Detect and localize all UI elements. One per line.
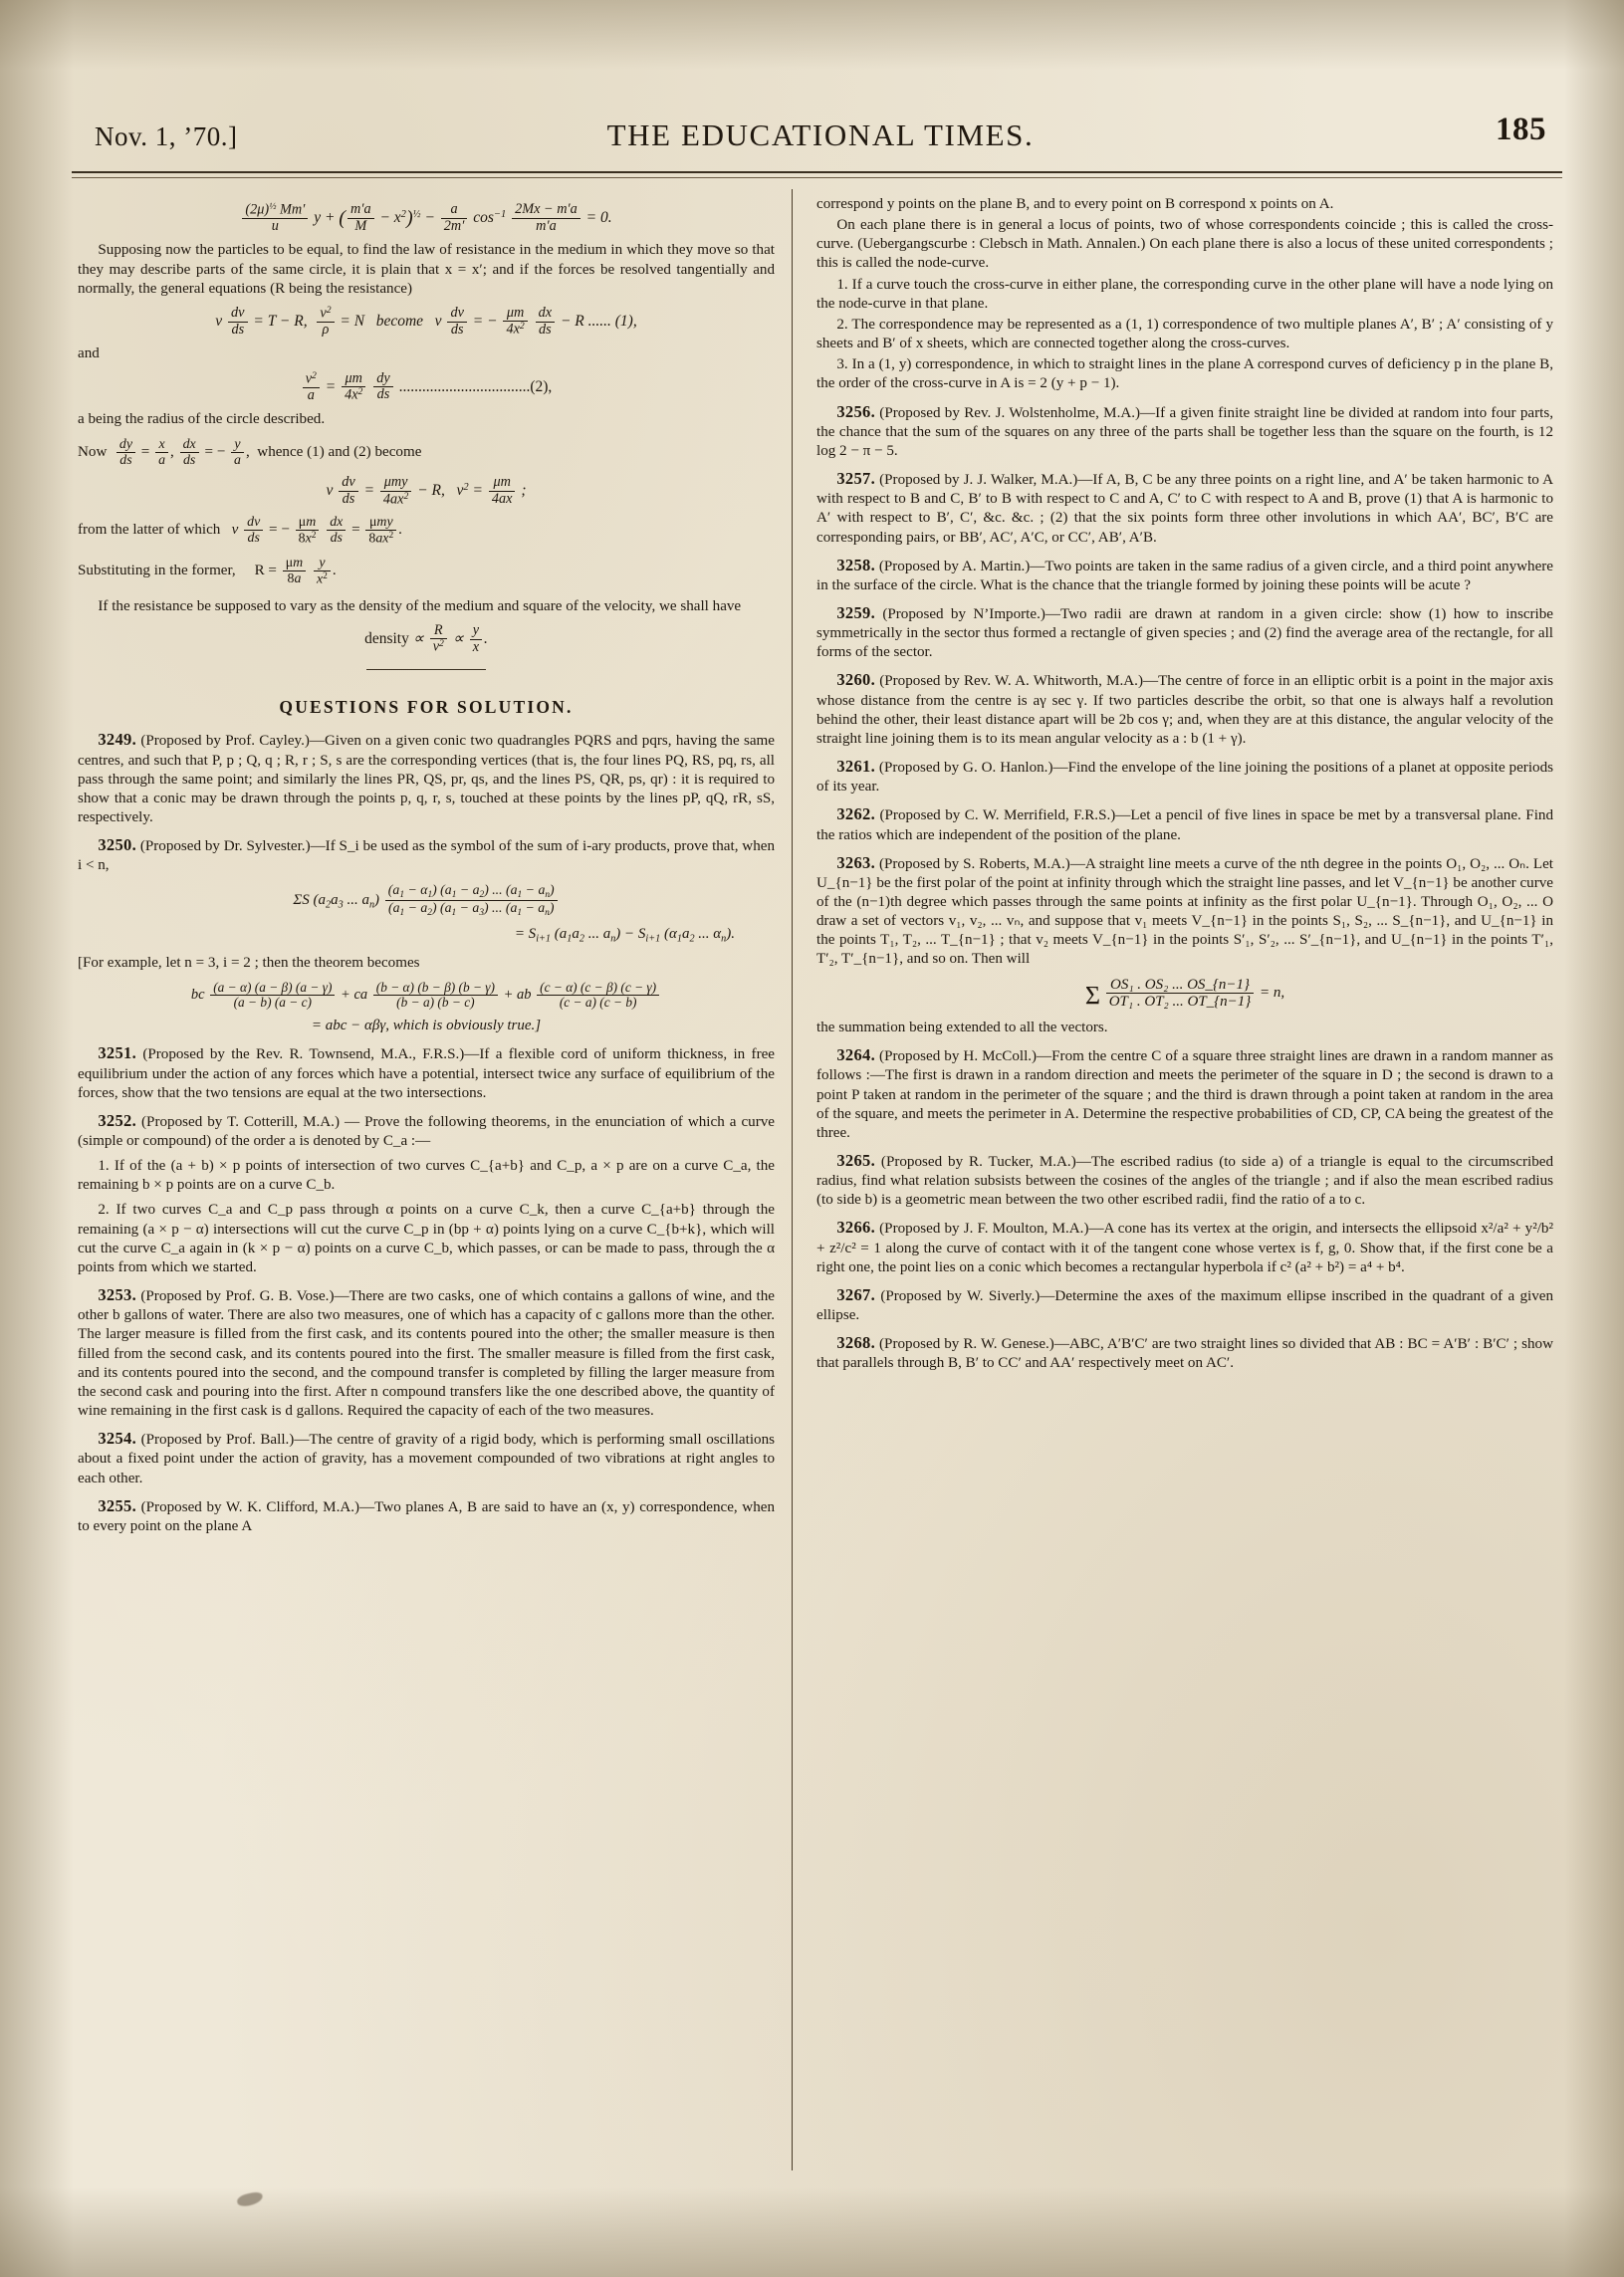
question-number: 3249. — [98, 730, 136, 750]
question-3249 — [78, 730, 775, 827]
equation-3250-a: ΣS ($a_2a_3$ ... $a_n$) $\frac{(a_1 - \alpha_1) (a_1 - a_2) ... (a_1 - a_n)}{(a_1 - a_2) (a_1 - a_3) ... (a_1 - a_n)}$ — [78, 883, 775, 918]
question-3256 — [816, 402, 1553, 461]
issue-date: Nov. 1, ’70.] — [95, 121, 238, 151]
question-body: (Proposed by J. F. Moulton, M.A.)—A cone has its vertex at the origin, and intersects the ellipsoid x²/a² + y²/b² + z²/c² = 1 along the curve of contact with it of the tangent cone whose vertex is f, g, 0. Show that, if the first cone be a right one, the point lies on a conic which becomes a rectangular hyperbola if c² (a² + b²) = a⁴ + b⁴. — [816, 1221, 1553, 1275]
equation-3263-rhs: = n, — [1260, 984, 1285, 1001]
question-number: 3257. — [836, 469, 875, 489]
question-3251 — [78, 1043, 775, 1102]
header-rule — [72, 171, 1562, 173]
question-3266 — [816, 1218, 1553, 1276]
paragraph-substituting: Substituting in the former, R = $\frac{\mu m}{8a}$ $\frac{y}{x^2}$ . — [78, 556, 337, 587]
column-divider — [792, 189, 793, 2170]
paragraph-3263-tail: the summation being extended to all the vectors. — [816, 1020, 1108, 1036]
equation-density: density ∝ $\frac{R}{v^2}$ ∝ $\frac{y}{x}$ . — [364, 621, 488, 655]
question-3250-example-lead: [For example, let n = 3, i = 2 ; then the theorem becomes — [78, 955, 420, 972]
question-body: (Proposed by Rev. W. A. Whitworth, M.A.)—The centre of force in an elliptic orbit is a point in the major axis whose distance from the centre is aγ sec γ. If two particles describe the orbit, so that one is always half a revolution behind the other, their least distance apart will be 2b cos γ; and, when they are at this distance, the angular velocity of the straight line joining them is to its mean angular velocity as a : b (1 + γ). — [816, 673, 1553, 747]
question-3260 — [816, 670, 1553, 749]
paragraph-item-3: 3. In a (1, y) correspondence, in which to straight lines in the plane A correspond curves of deficiency p in the plane B, the order of the cross-curve in A is = 2 (y + p − 1). — [816, 356, 1553, 392]
question-body: (Proposed by A. Martin.)—Two points are taken in the same radius of a given circle, and a third point anywhere in the surface of the circle. What is the chance that the triangle formed by joining these points will be acute ? — [816, 558, 1553, 593]
question-3250 — [78, 835, 775, 875]
question-3257 — [816, 469, 1553, 548]
question-number: 3268. — [836, 1333, 875, 1353]
question-body: (Proposed by R. Tucker, M.A.)—The escribed radius (to side a) of a triangle is equal to the circumscribed radius, find what relation subsists between the cosines of the angles of the triangle ; and if also the mean escribed radius (to side b) is a geometric mean between the two other escribed radii, find the ratio of a to c. — [816, 1153, 1553, 1209]
paragraph-item-1: 1. If a curve touch the cross-curve in either plane, the corresponding curve in the other plane will have a node lying on the node-curve in that plane. — [816, 276, 1553, 312]
question-body: (Proposed by R. W. Genese.)—ABC, A′B′C′ are two straight lines so divided that AB : BC = A′B′ : B′C′ ; show that parallels through B, B′ to CC′ and AA′ respectively meet on AC′. — [816, 1336, 1553, 1372]
question-body: (Proposed by J. J. Walker, M.A.)—If A, B, C be any three points on a right line, and A′ be taken harmonic to A with respect to B and C, B′ to B with respect to C and A, C′ to C with respect to A and B, prove (1) that A is harmonic to A′ with respect to B′, C′, &c. &c. ; (2) that the six points form three other involutions in which AA′, BC′, B′C are corresponding pairs, or BB′, AC′, A′C, or CC′, AB′, A′B. — [816, 472, 1553, 546]
question-3252 — [78, 1111, 775, 1151]
header-rule-secondary — [72, 177, 1562, 178]
label-and: and — [78, 345, 100, 362]
paragraph-a-radius: a being the radius of the circle described. — [78, 410, 326, 427]
question-3254 — [78, 1429, 775, 1487]
question-number: 3253. — [98, 1285, 136, 1305]
paragraph-correspond: correspond y points on the plane B, and to every point on B correspond x points on A. — [816, 196, 1334, 212]
question-body: (Proposed by Rev. J. Wolstenholme, M.A.)—If a given finite straight line be divided at random into four parts, the chance that the sum of the squares on any three of the parts shall be together less than the square on the fourth, is 12 log 2 − π − 5. — [816, 404, 1553, 459]
equation-3250-b: = $S_{i+1}$ ($a_1a_2$ ... $a_n) - S_{i+1}$ ($\alpha_1a_2$ ... $\alpha_n$). — [514, 926, 735, 945]
question-body: (Proposed by W. Siverly.)—Determine the axes of the maximum ellipse inscribed in the quadrant of a given ellipse. — [816, 1287, 1553, 1324]
question-3253 — [78, 1285, 775, 1421]
question-3255 — [78, 1496, 775, 1536]
question-number: 3264. — [836, 1045, 875, 1065]
masthead — [95, 112, 1546, 165]
question-number: 3252. — [98, 1110, 136, 1130]
question-body: (Proposed by T. Cotterill, M.A.) — Prove the following theorems, in the enunciation of which a curve (simple or compound) of the order a is denoted by C_a :— — [78, 1113, 775, 1149]
question-3262 — [816, 804, 1553, 844]
question-3263 — [816, 853, 1553, 970]
question-3252-sub-2: 2. If two curves C_a and C_p pass through α points on a curve C_k, then a curve C_{a+b} through the remaining (a × p − α) intersections will cut the curve C_p in (bp + α) points lying on a curve C_{b+k}, which will cut the curve C_a again in (k × p − α) points on a curve C_b, which passes, or can be made to pass, through the α points from which we started. — [78, 1202, 775, 1275]
question-number: 3262. — [836, 804, 875, 824]
publication-title: THE EDUCATIONAL TIMES. — [606, 117, 1035, 152]
question-number: 3259. — [836, 602, 875, 622]
question-body: (Proposed by H. McColl.)—From the centre C of a square three straight lines are drawn in a random manner as follows :—The first is drawn in a random direction and meets the perimeter of the square in D ; the second is drawn to a point P taken at random in the perimeter of the square ; and the third is drawn through a point taken at random in the area of the square, and meets the perimeter in A. Determine the respective probabilities of CD, CP, CA being the greatest of the three. — [816, 1048, 1553, 1141]
equation-1: v $\frac{dv}{ds}$ = T − R, $\frac{v^2}{\rho}$ = N become v $\frac{dv}{ds}$ = − $\frac{\mu m}{4x^2}$ $\frac{dx}{ds}$ − R ...... (1), — [215, 304, 637, 338]
paragraph-from-latter: from the latter of which v $\frac{dv}{ds}$ = − $\frac{\mu m}{8x^2}$ $\frac{dx}{ds}$ = $\frac{\text{μmy}}{8ax^2}$ . — [78, 514, 402, 547]
question-body: (Proposed by G. O. Hanlon.)—Find the envelope of the line joining the positions of a planet at opposite periods of its year. — [816, 760, 1553, 796]
question-number: 3263. — [836, 852, 875, 872]
question-number: 3266. — [836, 1218, 875, 1238]
equation-3250-example-result: = abc − αβγ, which is obviously true.] — [311, 1018, 542, 1034]
equation-3263 — [816, 977, 1553, 1012]
question-body: (Proposed by Prof. G. B. Vose.)—There are two casks, one of which contains a gallons of wine, and the other b gallons of water. There are also two measures, one of which has a capacity of c gallons more than the other. The larger measure is filled from the first cask, and its contents poured into the other; the smaller measure is then filled from the second cask, and its contents poured into the first. The smaller measure is filled from the first cask, and its contents poured into the second, and the compound transfer is completed by filling the larger measure from the second cask and pouring into the first. After n compound transfers like the one described above, the quantity of wine remaining in the first cask is d gallons. Required the capacity of each of the two measures. — [78, 1288, 775, 1420]
question-3264 — [816, 1045, 1553, 1143]
question-3259 — [816, 603, 1553, 662]
page-edge-shading-left — [0, 0, 74, 2277]
left-column — [78, 195, 775, 1538]
question-number: 3254. — [98, 1429, 136, 1449]
question-body: (Proposed by C. W. Merrifield, F.R.S.)—Let a pencil of five lines in space be met by a transversal plane. Find the ratios which are independent of the position of the plane. — [816, 807, 1553, 843]
page-smudge-mark — [236, 2190, 264, 2207]
question-3252-sub-1: 1. If of the (a + b) × p points of intersection of two curves C_{a+b} and C_p, a × p are on a curve C_a, the remaining b × p points are on a curve C_b. — [78, 1158, 775, 1194]
equation-3263-numerator: OS₁ . OS₂ ... OS_{n−1} — [1106, 977, 1255, 994]
right-column — [816, 195, 1553, 1376]
paragraph-resistance: If the resistance be supposed to vary as the density of the medium and square of the velocity, we shall have — [98, 597, 742, 614]
question-3268 — [816, 1333, 1553, 1373]
equation-top: $\frac{(2\mu)^{\frac{1}{2}} Mm'}{u}$ y + ( $\frac{m'a}{M}$ − $x^2)^{\frac{1}{2}}$ − $\frac{a}{2m'}$ $\cos^{-1}$ $\frac{2Mx - m'a}{m'a}$ = 0. — [78, 202, 775, 234]
question-body: (Proposed by S. Roberts, M.A.)—A straight line meets a curve of the nth degree in the points O₁, O₂, ... Oₙ. Let U_{n−1} be the first polar of the point at infinity through which the straight line passes, and let V_{n−1} be another curve of the (n−1)th degree which passes through the same points at infinity as the first polar U_{n−1}. Through O₁, O₂, ... O draw a set of vectors v₁, v₂, ... vₙ, and suppose that v₁ meets V_{n−1} in the points S₁, S₂, ... S_{n−1}, and U_{n−1} in the points T₁, T₂, ... T_{n−1} ; that v₂ meets V_{n−1} in the points S′₁, S′₂, ... S′_{n−1}, and U_{n−1} in the points T′₁, T′₂, T′_{n−1}, and so on. Then will — [816, 855, 1553, 968]
paragraph-supposing: Supposing now the particles to be equal, to find the law of resistance in the medium in which they move so that they may describe parts of the same circle, it is plain that x = x′; and if the forces be resolved tangentially and normally, the general equations (R being the resistance) — [78, 242, 775, 297]
question-3261 — [816, 757, 1553, 797]
question-number: 3261. — [836, 757, 875, 777]
equation-3263-denominator: OT₁ . OT₂ ... OT_{n−1} — [1108, 993, 1252, 1010]
section-divider-rule — [366, 669, 486, 670]
paragraph-on-each-plane: On each plane there is in general a locus of points, two of whose correspondents coincide ; this is called the cross-curve. (Uebergangscurbe : Clebsch in Math. Annalen.) On each plane there is also a locus of these united correspondents ; this is called the node-curve. — [816, 217, 1553, 272]
question-number: 3265. — [836, 1150, 875, 1170]
question-body: (Proposed by the Rev. R. Townsend, M.A., F.R.S.)—If a flexible cord of uniform thickness, in free equilibrium under the action of any forces which have a potential, intersect twice any surface of equilibrium of the forces, show that the two tensions are equal at the two intersections. — [78, 1046, 775, 1101]
question-body: (Proposed by Dr. Sylvester.)—If S_i be used as the symbol of the sum of i-ary products, prove that, when i < n, — [78, 838, 775, 874]
section-heading-questions: QUESTIONS FOR SOLUTION. — [279, 697, 574, 718]
question-body: (Proposed by W. K. Clifford, M.A.)—Two planes A, B are said to have an (x, y) correspondence, when to every point on the plane A — [78, 1498, 775, 1534]
question-number: 3258. — [836, 555, 875, 574]
page-number: 185 — [1496, 112, 1546, 147]
equation-3: v $\frac{dv}{ds}$ = $\frac{\text{μmy}}{4ax^2}$ − R, $v^2$ = $\frac{\mu m}{4ax}$ ; — [326, 474, 527, 508]
question-number: 3251. — [98, 1043, 136, 1063]
summation-symbol: Σ — [1084, 981, 1100, 1011]
equation-2: $\frac{v^2}{a}$ = $\frac{\mu m}{4x^2}$ $\frac{dy}{ds}$ ..................................(2), — [78, 371, 775, 403]
question-number: 3250. — [98, 835, 136, 855]
paragraph-now: Now $\frac{dy}{ds}$ = $\frac{x}{a}$ , $\frac{dx}{ds}$ = − $\frac{y}{a}$ , whence (1) and (2) become — [78, 437, 422, 469]
question-3265 — [816, 1151, 1553, 1210]
question-number: 3256. — [836, 401, 875, 421]
question-number: 3255. — [98, 1495, 136, 1515]
question-3267 — [816, 1285, 1553, 1325]
question-body: (Proposed by Prof. Ball.)—The centre of gravity of a rigid body, which is performing small oscillations about a fixed point under the action of gravity, has a movement compounded of two vibrations at right angles to each other. — [78, 1432, 775, 1486]
question-number: 3260. — [836, 670, 875, 690]
page-edge-shading-top — [0, 0, 1624, 70]
question-3258 — [816, 556, 1553, 595]
paragraph-item-2: 2. The correspondence may be represented as a (1, 1) correspondence of two multiple planes A′, B′ ; A′ consisting of y sheets and B′ of x sheets, which are connected together along the cross-curves. — [816, 316, 1553, 352]
page-edge-shading-right — [1564, 0, 1624, 2277]
equation-3250-example: bc $\frac{(a - \alpha) (a - \beta) (a - \gamma)}{(a - b) (a - c)}$ + ca $\frac{(b - \alpha) (b - \beta) (b - \gamma)}{(b - a) (b - c)}$ + ab $\frac{(c - \alpha) (c - \beta) (c - \gamma)}{(c - a) (c - b)}$ — [78, 981, 775, 1011]
question-number: 3267. — [836, 1284, 875, 1304]
question-body: (Proposed by N’Importe.)—Two radii are drawn at random in a given circle: show (1) how to inscribe symmetrically in the sector thus formed a rectangle of given species ; and (2) find the average area of the rectangle, for all forms of the sector. — [816, 605, 1553, 661]
question-body: (Proposed by Prof. Cayley.)—Given on a given conic two quadrangles PQRS and pqrs, having the same centres, and such that P, p ; Q, q ; R, r ; S, s are the corresponding vertices (that is, the four lines PQ, RS, pq, rs, all pass through the same point; and similarly the lines PR, QS, pr, qs, and the lines PS, QR, ps, qr) : it is required to show that a conic may be drawn through the points p, q, r, s, touched at these points by the lines pP, qQ, rR, sS, respectively. — [78, 733, 775, 826]
